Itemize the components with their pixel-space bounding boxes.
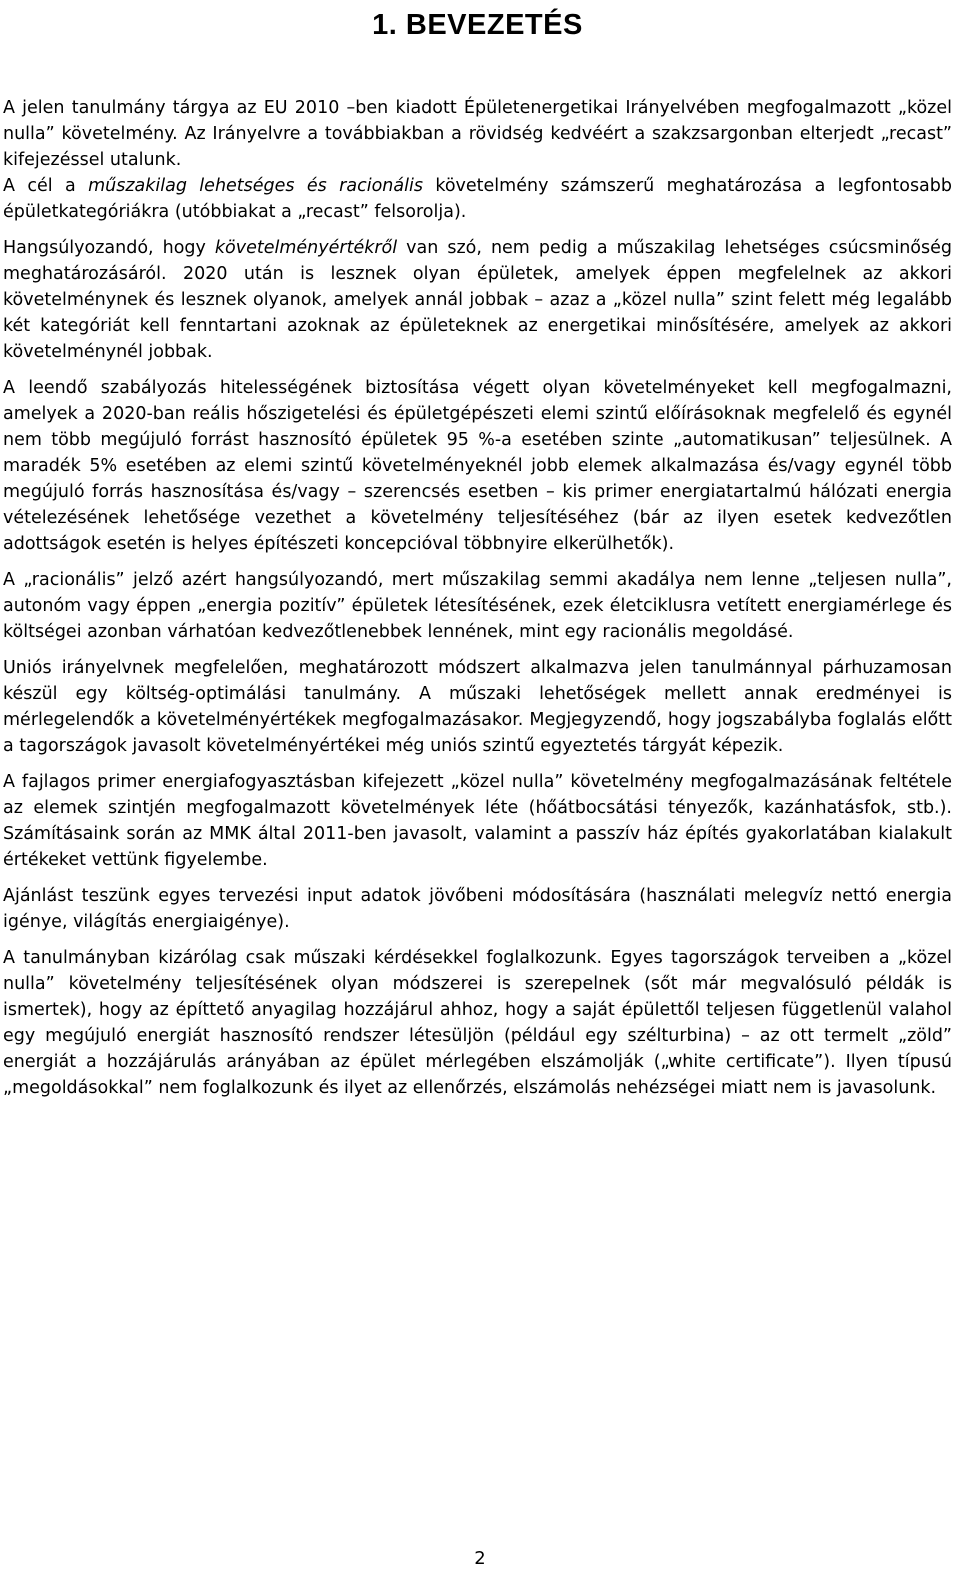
text-span: van szó, nem pedig a műszakilag lehetséges csúcsminőség meghatározásáról. 2020 után is lesznek olyan épületek, amelyek éppen megfelelnek az akkori követelménynek és lesznek olyanok, amelyek annál jobbak – azaz a „közel nulla” szint felett még legalább két kategóriát kell fenntartani azoknak az épületeknek az energetikai minősítésére, amelyek az akkori követelménynél jobbak. — [3, 238, 952, 362]
section-heading: 1. BEVEZETÉS — [372, 9, 583, 41]
text-span: A cél a — [3, 176, 89, 196]
paragraph-requirement-value — [3, 235, 952, 365]
page-number: 2 — [474, 1548, 486, 1569]
paragraph-regulation: A leendő szabályozás hitelességének biztosítása végett olyan követelményeket kell megfogalmazni, amelyek a 2020-ban reális hőszigetelési és épületgépészeti elemi szintű előírásoknak megfelelő és egynél nem több megújuló forrást hasznosító épületek 95 %-a esetében szinte „automatikusan” teljesülnek. A maradék 5% esetében az elemi szintű követelményeknél jobb elemek alkalmazása és/vagy egynél több megújuló forrás hasznosítása és/vagy – szerencsés esetben – kis primer energiatartalmú hálózati energia vételezésének lehetősége vezethet a követelmény teljesítéséhez (bár az ilyen esetek kedvezőtlen adottságok esetén is helyes építészeti koncepcióval többnyire elkerülhetők). — [3, 378, 952, 554]
paragraph-rational: A „racionális” jelző azért hangsúlyozandó, mert műszakilag semmi akadálya nem lenne „teljesen nulla”, autonóm vagy éppen „energia pozitív” épületek létesítésének, ezek életciklusra vetített energiamérlege és költségei azonban várhatóan kedvezőtlenebbek lennének, mint egy racionális megoldásé. — [3, 570, 952, 642]
paragraph-primer-energy: A fajlagos primer energiafogyasztásban kifejezett „közel nulla” követelmény megfogalmazásának feltétele az elemek szintjén megfogalmazott követelmények léte (hőátbocsátási tényezők, kazánhatásfok, stb.). Számításaink során az MMK által 2011-ben javasolt, valamint a passzív ház építés gyakorlatában kialakult értékeket vettünk figyelembe. — [3, 772, 952, 870]
text-span: Hangsúlyozandó, hogy — [3, 238, 215, 258]
paragraph-recommendation: Ajánlást teszünk egyes tervezési input adatok jövőbeni módosítására (használati melegvíz nettó energia igénye, világítás energiaigénye). — [3, 886, 952, 932]
paragraph-technical-scope: A tanulmányban kizárólag csak műszaki kérdésekkel foglalkozunk. Egyes tagországok terveiben a „közel nulla” követelmény teljesítésének olyan módszerei is szerepelnek (sőt már megvalósuló példák is ismertek), hogy az építtető anyagilag hozzájárul ahhoz, hogy a saját épülettől teljesen függetlenül valahol egy megújuló energiát hasznosító rendszer létesüljön (például egy szélturbina) – az ott termelt „zöld” energiát a hozzájárulás arányában az épület mérlegében elszámolják („white certificate”). Ilyen típusú „megoldásokkal” nem foglalkozunk és ilyet az ellenőrzés, elszámolás nehézségei miatt nem is javasolunk. — [3, 948, 952, 1098]
italic-emphasis: követelményértékről — [214, 238, 398, 258]
document-page — [3, 0, 952, 1111]
paragraph-intro: A jelen tanulmány tárgya az EU 2010 –ben kiadott Épületenergetikai Irányelvében megfogalmazott „közel nulla” követelmény. Az Irányelvre a továbbiakban a rövidség kedvéért a szakzsargonban elterjedt „recast” kifejezéssel utalunk. — [3, 98, 952, 170]
italic-emphasis: műszakilag lehetséges és racionális — [88, 176, 423, 196]
text-span: követelmény számszerű meghatározása a legfontosabb épületkategóriákra (utóbbiakat a „recast” felsorolja). — [3, 176, 952, 222]
paragraph-cost-optimal: Uniós irányelvnek megfelelően, meghatározott módszert alkalmazva jelen tanulmánnyal párhuzamosan készül egy költség-optimálási tanulmány. A műszaki lehetőségek mellett annak eredményei is mérlegelendők a követelményértékek megfogalmazásakor. Megjegyzendő, hogy jogszabályba foglalás előtt a tagországok javasolt követelményértékei még uniós szintű egyeztetés tárgyát képezik. — [3, 658, 952, 756]
paragraph-goal — [3, 173, 952, 225]
